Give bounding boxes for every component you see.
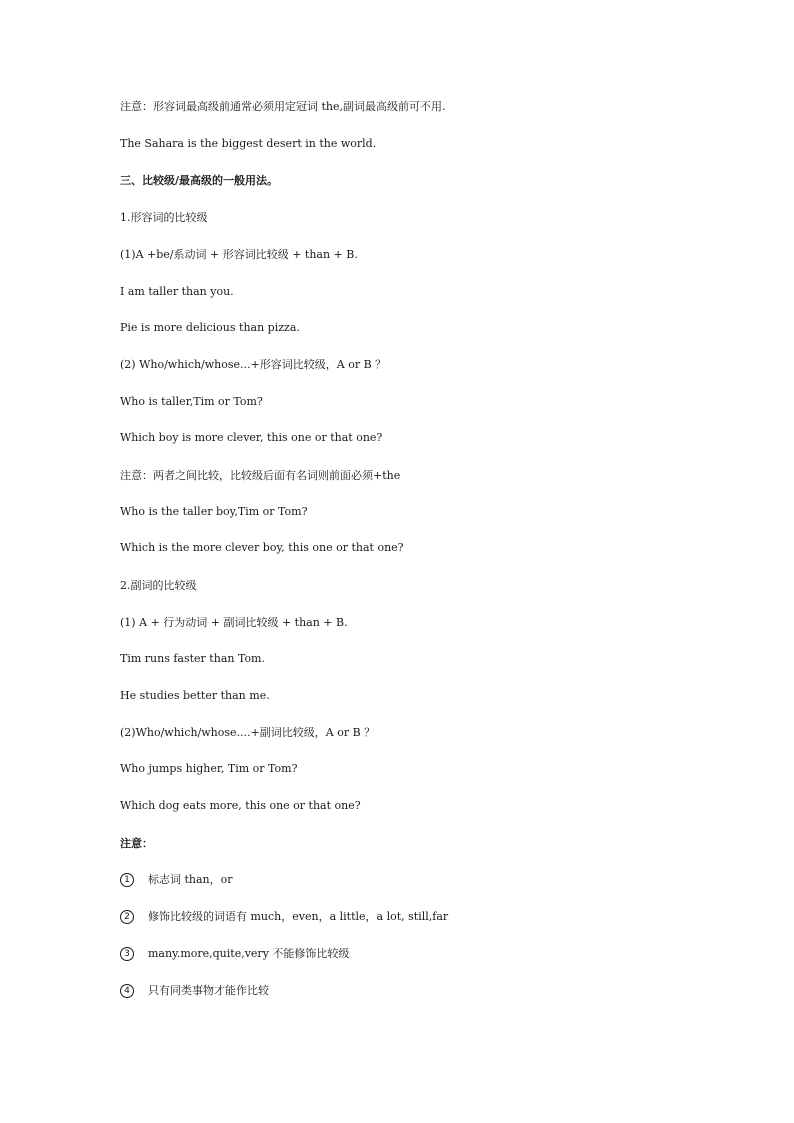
example-dog-eats: Which dog eats more, this one or that one?	[120, 799, 361, 812]
example-pie: Pie is more delicious than pizza.	[120, 321, 300, 334]
rule-adverb-1: (1) A + 行为动词 + 副词比较级 + than + B.	[120, 616, 348, 629]
rule-adverb-2: (2)Who/which/whose....+副词比较级，A or B ？	[120, 726, 376, 739]
subheading-adverb-comparative: 2.副词的比较级	[120, 579, 197, 592]
note-item-text: 标志词 than，or	[148, 873, 233, 886]
example-taller: I am taller than you.	[120, 285, 234, 298]
subheading-adjective-comparative: 1.形容词的比较级	[120, 211, 208, 224]
example-taller-boy: Who is the taller boy,Tim or Tom?	[120, 505, 308, 518]
circled-number-icon: 1	[120, 873, 134, 887]
example-which-boy: Which boy is more clever, this one or that one?	[120, 431, 383, 444]
note-superlative-article: 注意：形容词最高级前通常必须用定冠词 the,副词最高级前可不用.	[120, 100, 446, 113]
circled-number-icon: 2	[120, 910, 134, 924]
section-heading-usage: 三、比较级/最高级的一般用法。	[120, 174, 279, 187]
example-studies-better: He studies better than me.	[120, 689, 270, 702]
note-item-text: 修饰比较级的词语有 much，even，a little，a lot, still,far	[148, 910, 449, 923]
circled-number-icon: 3	[120, 947, 134, 961]
note-item-text: many.more,quite,very 不能修饰比较级	[148, 947, 350, 960]
rule-adjective-1: (1)A +be/系动词 + 形容词比较级 + than + B.	[120, 248, 358, 261]
note-item-4	[120, 981, 720, 1001]
example-clever-boy: Which is the more clever boy, this one or that one?	[120, 541, 404, 554]
example-runs-faster: Tim runs faster than Tom.	[120, 652, 265, 665]
note-item-1	[120, 870, 720, 890]
note-two-comparison: 注意：两者之间比较，比较级后面有名词则前面必须+the	[120, 469, 401, 482]
circled-number-icon: 4	[120, 984, 134, 998]
note-item-3	[120, 944, 720, 964]
rule-adjective-2: (2) Who/which/whose...+形容词比较级，A or B ？	[120, 358, 387, 371]
example-who-taller: Who is taller,Tim or Tom?	[120, 395, 263, 408]
note-item-2	[120, 907, 720, 927]
example-sahara: The Sahara is the biggest desert in the world.	[120, 137, 377, 150]
example-jumps-higher: Who jumps higher, Tim or Tom?	[120, 762, 298, 775]
note-heading: 注意：	[120, 837, 153, 850]
note-item-text: 只有同类事物才能作比较	[148, 984, 269, 997]
